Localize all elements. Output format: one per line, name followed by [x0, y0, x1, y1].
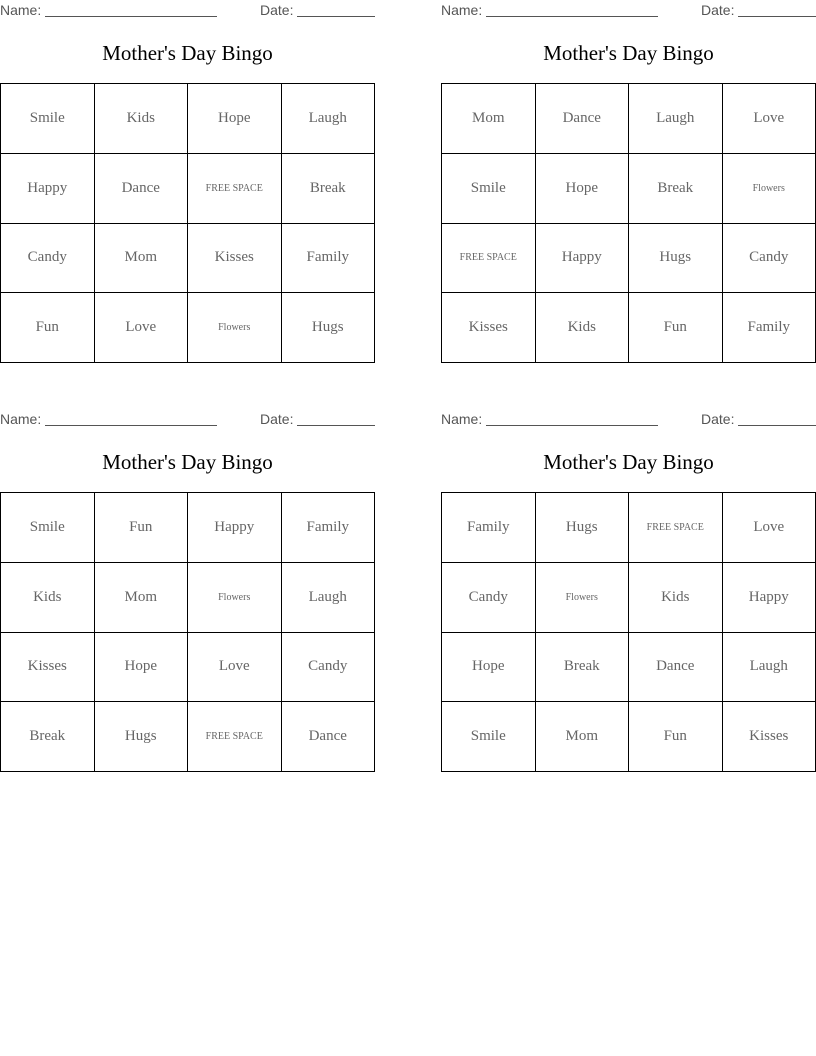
bingo-cell[interactable]: Smile	[1, 493, 95, 563]
bingo-cell[interactable]: Dance	[629, 633, 723, 703]
bingo-cell[interactable]: Candy	[282, 633, 376, 703]
name-blank-line	[45, 411, 217, 426]
name-date-row	[441, 409, 816, 431]
date-label: Date:	[701, 2, 735, 18]
date-label: Date:	[260, 2, 294, 18]
bingo-cell[interactable]: Flowers	[536, 563, 630, 633]
card-title: Mother's Day Bingo	[102, 450, 273, 474]
bingo-cell[interactable]: Break	[629, 154, 723, 224]
bingo-cell[interactable]: Dance	[282, 702, 376, 772]
bingo-cell[interactable]: Hope	[188, 84, 282, 154]
bingo-cell[interactable]: Mom	[95, 563, 189, 633]
card-title: Mother's Day Bingo	[543, 41, 714, 65]
bingo-cell[interactable]: Candy	[1, 224, 95, 294]
bingo-cell[interactable]: Love	[188, 633, 282, 703]
date-blank-line	[738, 2, 816, 17]
bingo-cell[interactable]: Flowers	[723, 154, 816, 224]
bingo-card	[0, 0, 375, 364]
date-label: Date:	[260, 411, 294, 427]
bingo-card	[0, 409, 375, 773]
bingo-cell[interactable]: Love	[723, 493, 816, 563]
bingo-cell[interactable]: Happy	[188, 493, 282, 563]
bingo-cell[interactable]: Dance	[95, 154, 189, 224]
bingo-cell[interactable]: Hope	[536, 154, 630, 224]
bingo-cell[interactable]: Love	[723, 84, 816, 154]
bingo-card	[441, 409, 816, 773]
free-space-cell[interactable]: FREE SPACE	[188, 702, 282, 772]
date-blank-line	[297, 2, 375, 17]
bingo-cell[interactable]: Kisses	[1, 633, 95, 703]
name-label: Name:	[0, 2, 42, 18]
bingo-cell[interactable]: Kids	[536, 293, 630, 363]
name-label: Name:	[0, 411, 42, 427]
bingo-cell[interactable]: Hope	[95, 633, 189, 703]
bingo-cell[interactable]: Kisses	[442, 293, 536, 363]
bingo-grid	[0, 83, 375, 363]
bingo-cell[interactable]: Kids	[629, 563, 723, 633]
bingo-cell[interactable]: Family	[282, 493, 376, 563]
name-date-row	[0, 409, 375, 431]
name-date-row	[0, 0, 375, 22]
date-blank-line	[738, 411, 816, 426]
card-title: Mother's Day Bingo	[102, 41, 273, 65]
bingo-grid	[441, 492, 816, 772]
bingo-cell[interactable]: Candy	[723, 224, 816, 294]
bingo-cell[interactable]: Happy	[536, 224, 630, 294]
bingo-cell[interactable]: Love	[95, 293, 189, 363]
card-title: Mother's Day Bingo	[543, 450, 714, 474]
bingo-cell[interactable]: Fun	[95, 493, 189, 563]
name-blank-line	[486, 2, 658, 17]
free-space-cell[interactable]: FREE SPACE	[629, 493, 723, 563]
date-blank-line	[297, 411, 375, 426]
bingo-cell[interactable]: Kids	[1, 563, 95, 633]
bingo-cell[interactable]: Hugs	[629, 224, 723, 294]
name-blank-line	[45, 2, 217, 17]
bingo-cell[interactable]: Hope	[442, 633, 536, 703]
bingo-cell[interactable]: Smile	[1, 84, 95, 154]
date-label: Date:	[701, 411, 735, 427]
name-label: Name:	[441, 411, 483, 427]
bingo-cell[interactable]: Fun	[629, 293, 723, 363]
bingo-cell[interactable]: Hugs	[282, 293, 376, 363]
bingo-cell[interactable]: Kisses	[723, 702, 816, 772]
bingo-cell[interactable]: Family	[282, 224, 376, 294]
bingo-cell[interactable]: Mom	[442, 84, 536, 154]
bingo-cell[interactable]: Candy	[442, 563, 536, 633]
free-space-cell[interactable]: FREE SPACE	[442, 224, 536, 294]
bingo-cell[interactable]: Family	[723, 293, 816, 363]
bingo-cell[interactable]: Laugh	[629, 84, 723, 154]
bingo-card	[441, 0, 816, 364]
bingo-grid	[441, 83, 816, 363]
bingo-cell[interactable]: Flowers	[188, 293, 282, 363]
bingo-cell[interactable]: Hugs	[95, 702, 189, 772]
bingo-cell[interactable]: Smile	[442, 154, 536, 224]
bingo-cell[interactable]: Break	[282, 154, 376, 224]
bingo-cell[interactable]: Laugh	[282, 84, 376, 154]
bingo-grid	[0, 492, 375, 772]
bingo-cell[interactable]: Hugs	[536, 493, 630, 563]
bingo-cell[interactable]: Kisses	[188, 224, 282, 294]
bingo-cell[interactable]: Family	[442, 493, 536, 563]
bingo-cell[interactable]: Dance	[536, 84, 630, 154]
bingo-cell[interactable]: Happy	[1, 154, 95, 224]
free-space-cell[interactable]: FREE SPACE	[188, 154, 282, 224]
bingo-cell[interactable]: Flowers	[188, 563, 282, 633]
bingo-cell[interactable]: Mom	[95, 224, 189, 294]
bingo-cell[interactable]: Fun	[1, 293, 95, 363]
bingo-cell[interactable]: Happy	[723, 563, 816, 633]
name-date-row	[441, 0, 816, 22]
bingo-cell[interactable]: Break	[536, 633, 630, 703]
bingo-cell[interactable]: Kids	[95, 84, 189, 154]
bingo-cell[interactable]: Fun	[629, 702, 723, 772]
bingo-cell[interactable]: Laugh	[282, 563, 376, 633]
name-label: Name:	[441, 2, 483, 18]
bingo-cell[interactable]: Laugh	[723, 633, 816, 703]
bingo-cell[interactable]: Mom	[536, 702, 630, 772]
bingo-cell[interactable]: Break	[1, 702, 95, 772]
bingo-cell[interactable]: Smile	[442, 702, 536, 772]
name-blank-line	[486, 411, 658, 426]
